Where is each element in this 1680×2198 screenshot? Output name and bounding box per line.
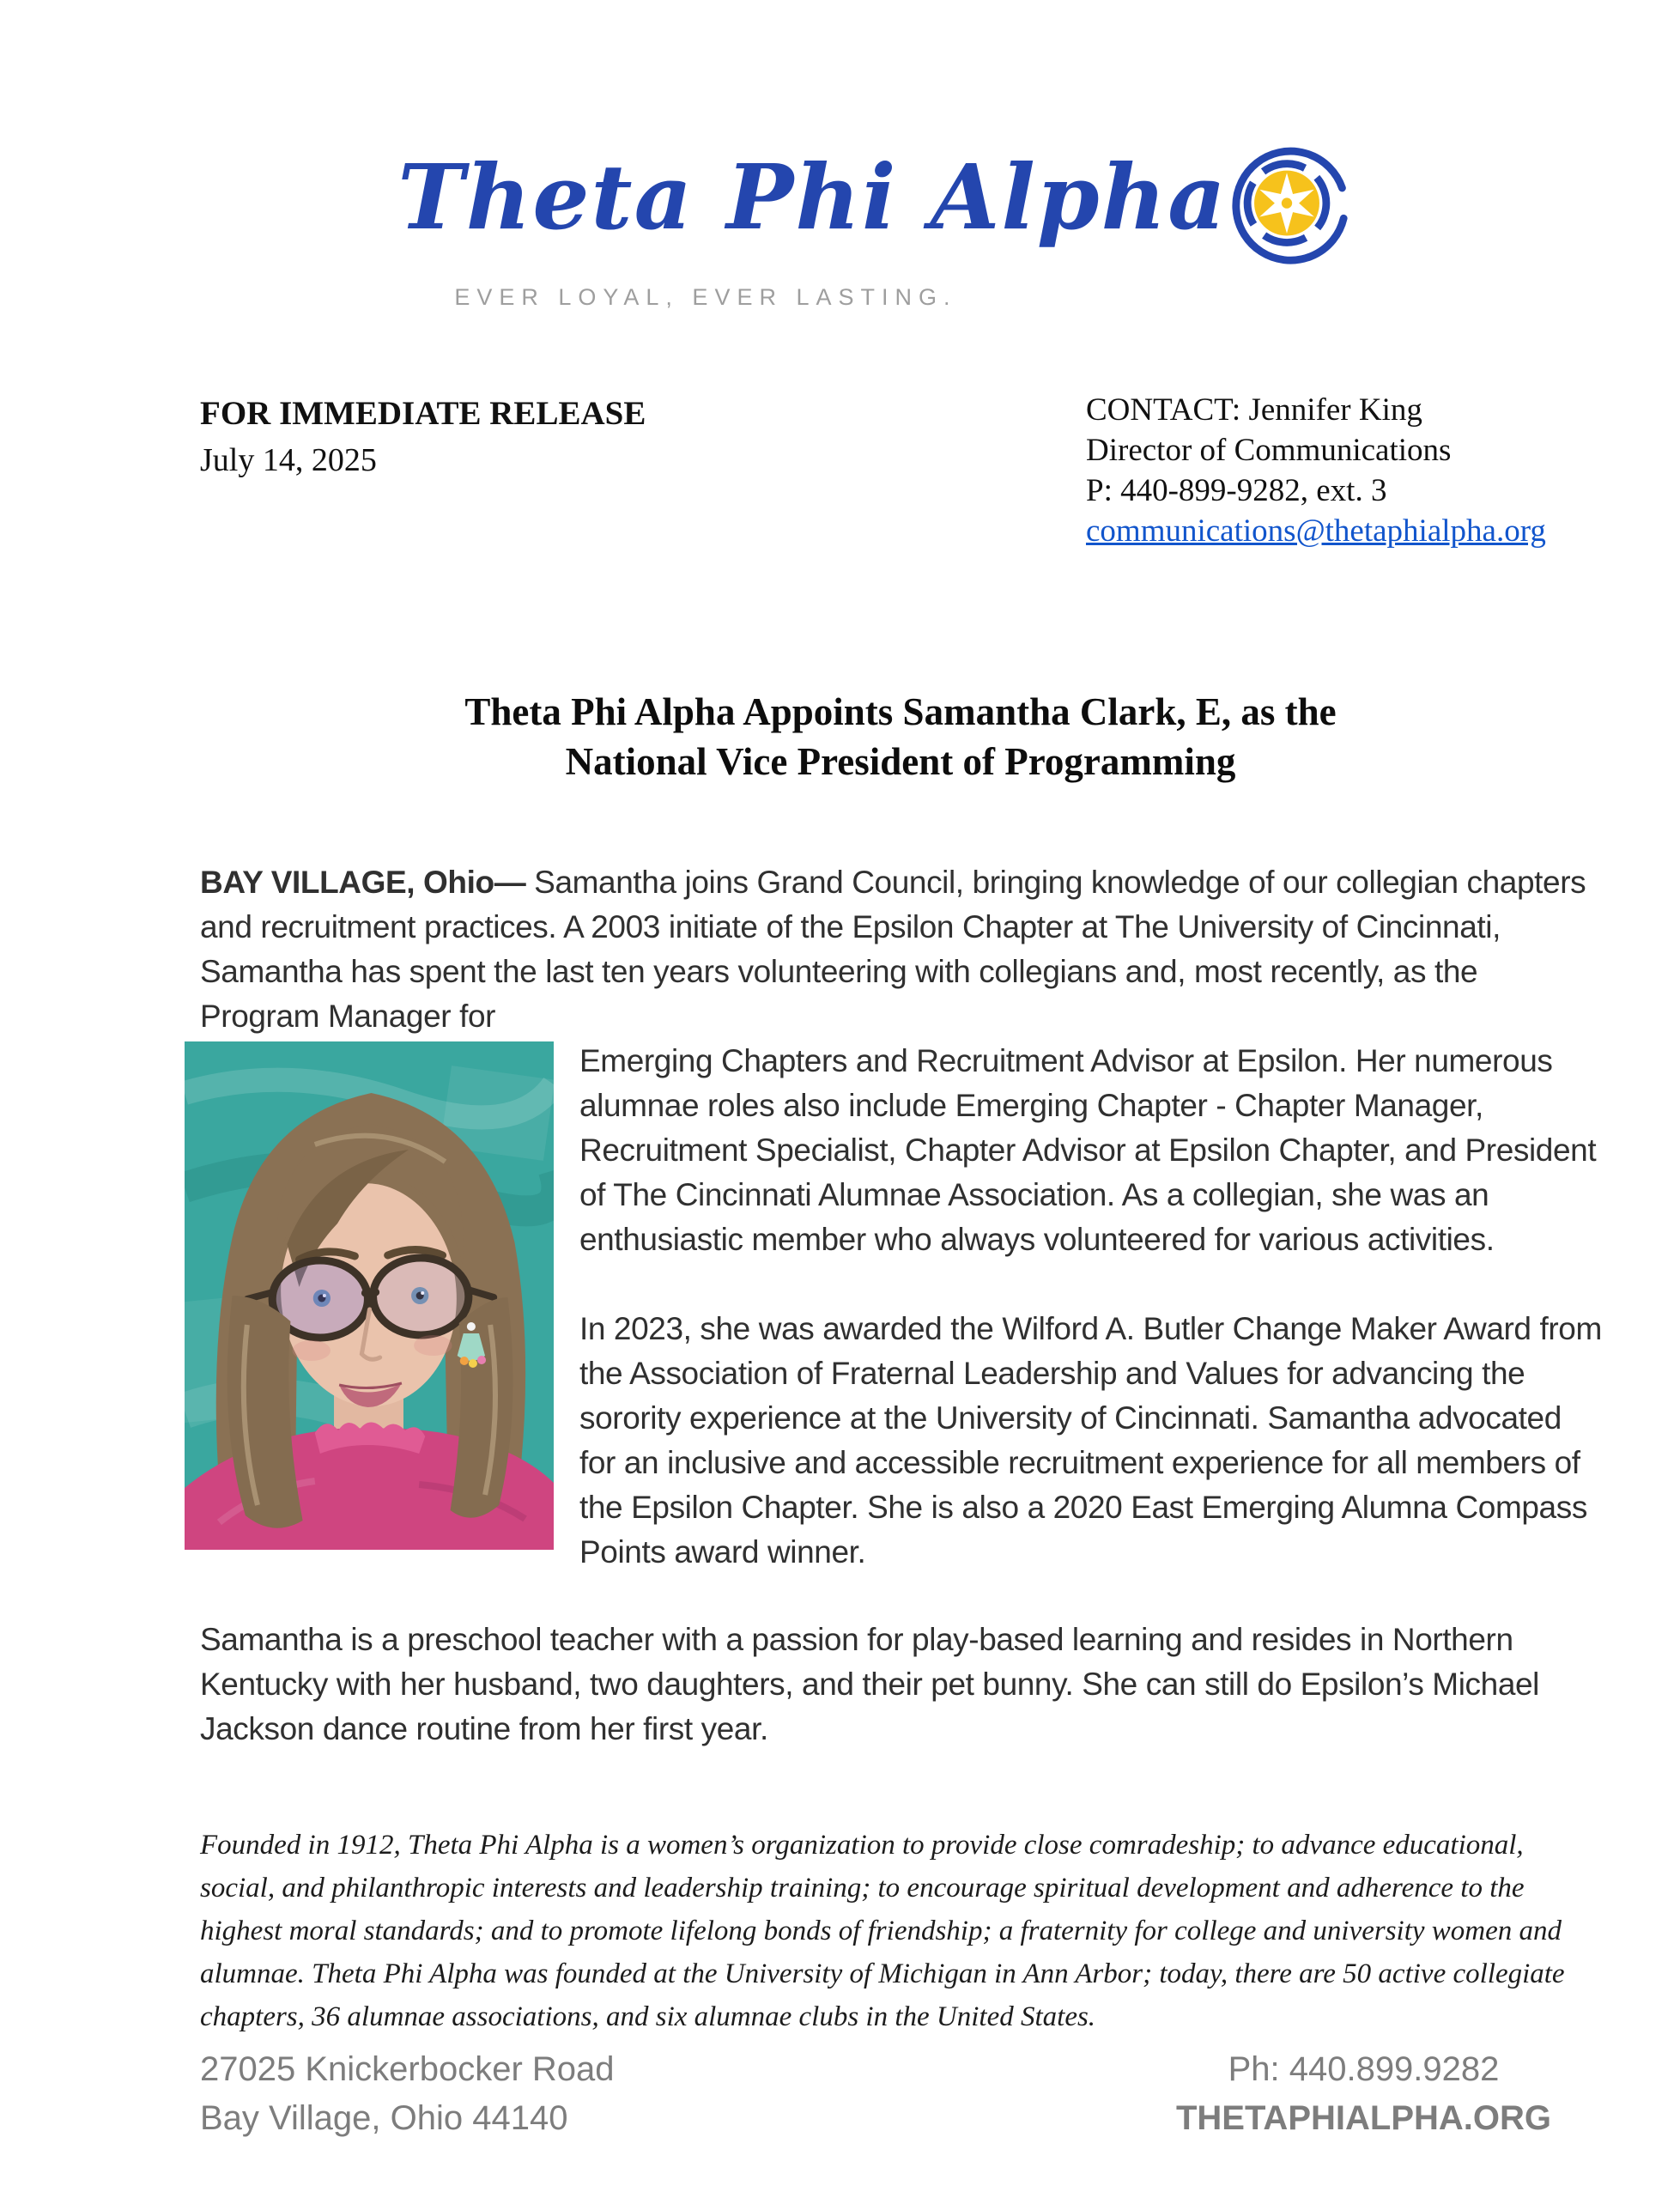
release-label: FOR IMMEDIATE RELEASE bbox=[200, 395, 646, 432]
dateline-lead: BAY VILLAGE, Ohio— bbox=[200, 865, 526, 900]
footer-contact bbox=[1176, 2045, 1551, 2143]
body-paragraph-1-beside-photo: Emerging Chapters and Recruitment Advisor at Epsilon. Her numerous alumnae roles also include Emerging Chapter - Chapter Manager, Recruitment Specialist, Chapter Advisor at Epsilon Chapter, and President of The Cincinnati Alumnae Association. As a collegian, she was an enthusiastic member who always volunteered for various activities. bbox=[579, 1043, 1597, 1257]
article-body bbox=[0, 860, 1680, 1752]
theta-phi-alpha-logo bbox=[397, 118, 1350, 311]
logo-block bbox=[0, 0, 1680, 311]
footer-address-line-1: 27025 Knickerbocker Road bbox=[200, 2050, 615, 2088]
footer-website: THETAPHIALPHA.ORG bbox=[1175, 2099, 1551, 2137]
page-footer bbox=[0, 2045, 1680, 2143]
photo-text-section bbox=[200, 1039, 1604, 1575]
header-row bbox=[0, 390, 1680, 551]
contact-block bbox=[1086, 390, 1601, 551]
headline bbox=[0, 687, 1680, 786]
release-block bbox=[200, 390, 646, 483]
footer-address bbox=[200, 2045, 615, 2143]
headline-line-2: National Vice President of Programming bbox=[565, 740, 1236, 783]
footer-phone: Ph: 440.899.9282 bbox=[1228, 2050, 1500, 2088]
contact-phone: P: 440-899-9282, ext. 3 bbox=[1086, 473, 1387, 508]
footer-address-line-2: Bay Village, Ohio 44140 bbox=[200, 2099, 568, 2137]
contact-email-link[interactable]: communications@thetaphialpha.org bbox=[1086, 513, 1546, 549]
release-date: July 14, 2025 bbox=[200, 442, 377, 478]
body-paragraph-2: In 2023, she was awarded the Wilford A. Butler Change Maker Award from the Association of Fraternal Leadership and Values for advancing the sorority experience at the University of Cincinnati. Samantha advocated for an inclusive and accessible recruitment experience for all members of the Epsilon Chapter. She is also a 2020 East Emerging Alumna Compass Points award winner. bbox=[579, 1311, 1602, 1570]
body-paragraph-1-intro bbox=[200, 860, 1604, 1039]
logo-wordmark: Theta Phi Alpha bbox=[397, 143, 1228, 250]
about-boilerplate: Founded in 1912, Theta Phi Alpha is a women’s organization to provide close comradeship; to advance educational, social, and philanthropic interests and leadership training; to encourage spiritual development and adherence to the highest moral standards; and to promote lifelong bonds of friendship; a fraternity for college and university women and alumnae. Theta Phi Alpha was founded at the University of Michigan in Ann Arbor; today, there are 50 active collegiate chapters, 36 alumnae associations, and six alumnae clubs in the United States. bbox=[200, 1830, 1565, 2032]
compass-emblem-icon bbox=[1222, 143, 1351, 276]
logo-tagline: EVER LOYAL, EVER LASTING. bbox=[454, 284, 957, 310]
body-paragraph-3: Samantha is a preschool teacher with a passion for play-based learning and resides in Northern Kentucky with her husband, two daughters, and their pet bunny. She can still do Epsilon’s Michael Jackson dance routine from her first year. bbox=[200, 1622, 1540, 1746]
contact-name: CONTACT: Jennifer King bbox=[1086, 392, 1422, 428]
contact-title: Director of Communications bbox=[1086, 433, 1452, 468]
samantha-portrait-photo bbox=[185, 1041, 554, 1550]
headline-line-1: Theta Phi Alpha Appoints Samantha Clark, E, as the bbox=[464, 690, 1337, 733]
paragraph-1-intro-text: Samantha joins Grand Council, bringing knowledge of our collegian chapters and recruitment practices. A 2003 initiate of the Epsilon Chapter at The University of Cincinnati, Samantha has spent the last ten years volunteering with collegians and, most recently, as the Program Manager for bbox=[200, 865, 1586, 1034]
